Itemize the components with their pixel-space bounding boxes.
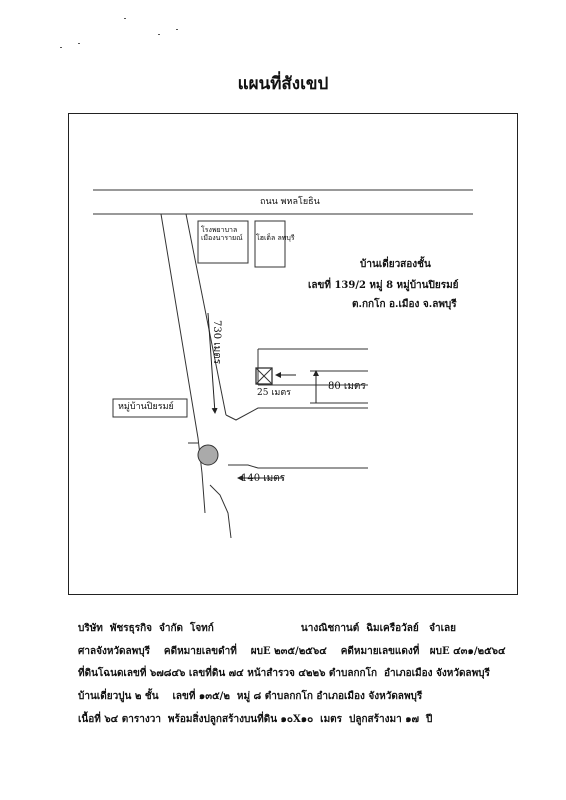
scan-speck xyxy=(78,43,80,44)
distance-25-label: 25 เมตร xyxy=(257,388,292,398)
property-address: เลขที่ 139/2 หมู่ 8 หมู่บ้านปิยรมย์ xyxy=(308,280,459,291)
page-title: แผนที่สังเขป xyxy=(237,74,329,94)
info-line-parties: บริษัท พัชรธุรกิจ จำกัด โจทก์ นางณิชกานต์ ฉิมเครือวัลย์ จำเลย xyxy=(78,623,457,634)
hotel-label: โฮเต็ล ลพบุรี xyxy=(256,234,295,242)
cross-road-top xyxy=(226,408,368,420)
info-line-house: บ้านเดี่ยวปูน ๒ ชั้น เลขที่ ๑๓๕/๒ หมู่ ๘ ตำบลกกโก อำเภอเมือง จังหวัดลพบุรี xyxy=(78,691,423,702)
scan-speck xyxy=(60,47,62,48)
distance-730-label: 730 เมตร xyxy=(211,320,222,365)
road-name-label: ถนน พหลโยธิน xyxy=(260,197,320,207)
roundabout-circle xyxy=(198,445,218,465)
lower-road-left xyxy=(210,485,231,538)
sketch-map xyxy=(68,113,518,595)
info-line-area: เนื้อที่ ๖๔ ตารางวา พร้อมสิ่งปลูกสร้างบนที่ดิน ๑๐X๑๐ เมตร ปลูกสร้างมา ๑๗ ปี xyxy=(78,714,433,725)
info-line-case: ศาลจังหวัดลพบุรี คดีหมายเลขดำที่ ผบE ๒๓๕/๒๕๖๔ คดีหมายเลขแดงที่ ผบE ๔๓๑/๒๕๖๔ xyxy=(78,646,506,657)
cross-road-bottom xyxy=(228,465,368,468)
soi-right-edge xyxy=(186,214,226,415)
property-location: ต.กกโก อ.เมือง จ.ลพบุรี xyxy=(352,299,457,310)
scan-speck xyxy=(158,34,160,35)
distance-140-label: 140 เมตร xyxy=(241,473,286,484)
property-title: บ้านเดี่ยวสองชั้น xyxy=(360,259,431,270)
hospital-label: โรงพยาบาล เมืองนารายณ์ xyxy=(201,226,243,243)
info-line-deed: ที่ดินโฉนดเลขที่ ๖๗๘๔๖ เลขที่ดิน ๗๔ หน้าสำรวจ ๔๒๒๖ ตำบลกกโก อำเภอเมือง จังหวัดลพบุรี xyxy=(78,668,490,679)
distance-80-label: 80 เมตร xyxy=(328,381,366,392)
hotel-box xyxy=(255,221,285,267)
village-sign-label: หมู่บ้านปิยรมย์ xyxy=(118,402,174,412)
scan-speck xyxy=(124,18,126,19)
scan-speck xyxy=(176,29,178,30)
